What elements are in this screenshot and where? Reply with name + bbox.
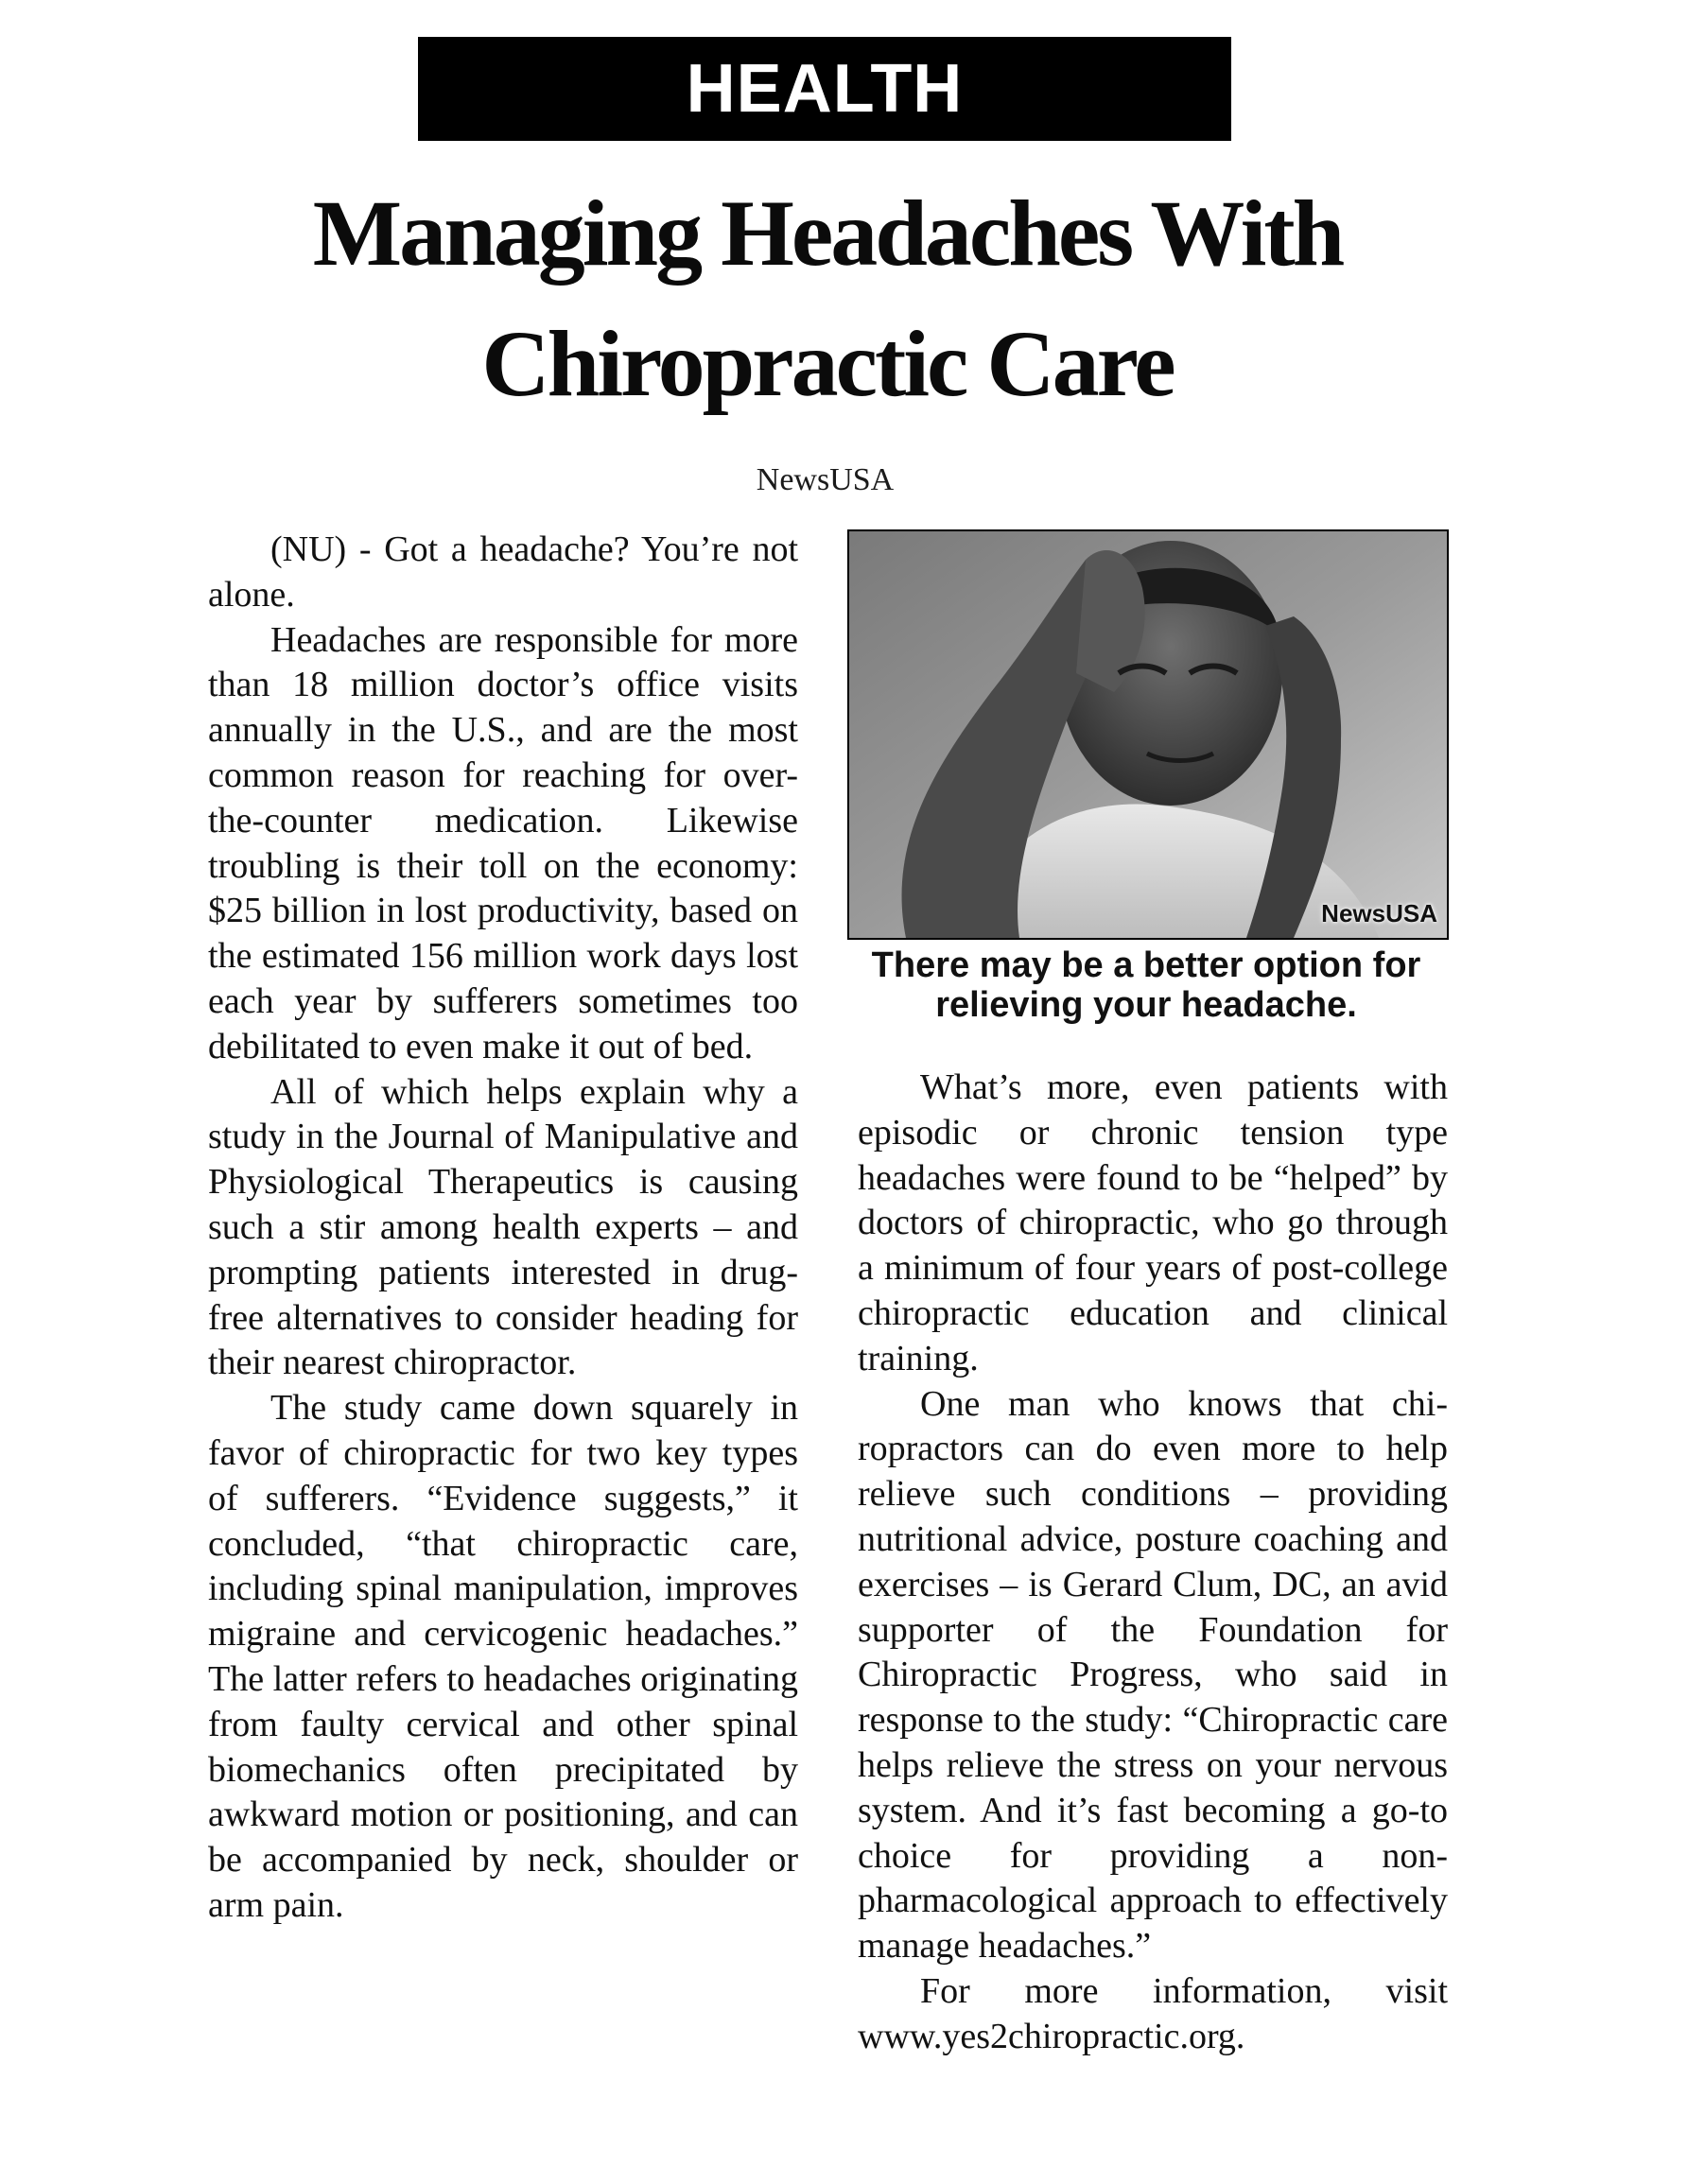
headline-line-2: Chiropractic Care <box>481 311 1174 416</box>
paragraph: What’s more, even patients with episodic or chronic tension type headaches were found to be “helped” by doctors of chiropractic, who go through a minimum of four years of post-college chiropractic education and clinical training. <box>858 1067 1448 1378</box>
man-with-headache-photo <box>849 531 1447 938</box>
article-column-right <box>858 1066 1448 2060</box>
photo-caption: There may be a better option for relieving your headache. <box>871 945 1421 1025</box>
article-headline <box>142 168 1513 429</box>
section-label: HEALTH <box>686 51 964 127</box>
byline: NewsUSA <box>756 462 895 497</box>
paragraph: For more information, visit www.yes2chiropractic.org. <box>858 1970 1448 2056</box>
paragraph: The study came down squarely in favor of chiropractic for two key types of sufferers. “Evidence suggests,” it concluded, “that chiropractic care, including spinal manipulation, improves migraine and cervicogenic headaches.” The latter refers to headaches originating from faulty cervical and other spinal biomechanics often precipitated by awkward motion or positioning, and can be accompanied by neck, shoulder or arm pain. <box>208 1388 798 1925</box>
headline-line-1: Managing Headaches With <box>312 181 1343 286</box>
paragraph: (NU) - Got a headache? You’re not alone. <box>208 529 798 615</box>
photo-credit: NewsUSA <box>1321 899 1437 927</box>
section-banner <box>418 37 1231 141</box>
paragraph: One man who knows that chiropractors can do even more to help relieve such conditions – providing nutritional advice, posture coaching and exercises – is Gerard Clum, DC, an avid supporter of the Foundation for Chiropractic Progress, who said in response to the study: “Chiropractic care helps relieve the stress on your nervous system. And it’s fast becoming a go-to choice for providing a non-pharmacological approach to effectively manage headaches.” <box>858 1383 1448 1967</box>
paragraph: Headaches are responsible for more than 18 million doctor’s office visits annually in the U.S., and are the most common reason for reaching for over-the-counter medication. Likewise troubling is their toll on the economy: $25 billion in lost productivity, based on the estimated 156 million work days lost each year by sufferers sometimes too debilitated to even make it out of bed. <box>208 619 798 1066</box>
article-photo <box>847 529 1449 940</box>
paragraph: All of which helps explain why a study in the Journal of Manipulative and Physiological Therapeutics is causing such a stir among health experts – and prompting patients interested in drug-free alternatives to consider heading for their nearest chiropractor. <box>208 1071 798 1383</box>
article-column-left <box>208 528 798 1929</box>
